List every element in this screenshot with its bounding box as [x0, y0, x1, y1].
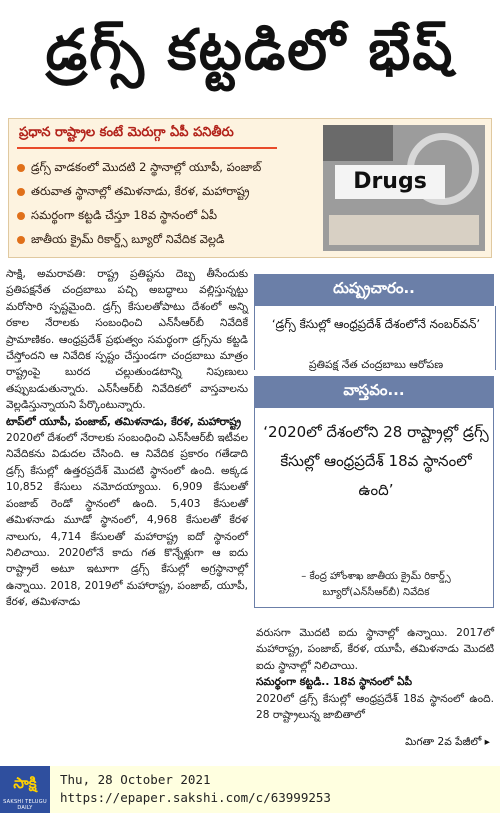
footer-url[interactable]: https://epaper.sakshi.com/c/63999253 — [60, 790, 331, 805]
fact-box-title: వాస్తవం... — [254, 376, 494, 408]
photo-drugs-label: Drugs — [335, 165, 445, 199]
logo-text: సాక్షి — [13, 774, 37, 792]
right-column-text — [256, 625, 494, 723]
bullet-dot-icon — [17, 236, 25, 244]
article-paragraph: 2020లో దేశంలో నేరాలకు సంబంధించి ఎన్‌సీఆర్‌బీ ఇటీవల నివేదికను విడుదల చేసింది. ఆ నివేదిక ప్రకారం గతేడాది డ్రగ్స్ కేసుల్లో ఉత్తరప్రదేశ్ మొదటి స్థానంలో ఉంది. అక్కడ 10,852 కేసులు నమోదయ్యాయి. 6,909 కేసులతో పంజాబ్ రెండో స్థానంలో ఉంది. 5,403 కేసులతో తమిళనాడు మూడో స్థానంలో, 4,968 కేసులతో కేరళ నాలుగు, 4,714 కేసులతో మహారాష్ట్ర ఐదో స్థానంలో నిలిచాయి. 2020లోనే కాదు గత కొన్నేళ్లుగా ఆ ఐదు రాష్ట్రాలే అటూ ఇటూగా డ్రగ్స్ కేసుల్లో అగ్రస్థానాల్లో ఉన్నాయి. 2018, 2019లో మహారాష్ట్ర, పంజాబ్, యూపీ, కేరళ, తమిళనాడు — [6, 432, 248, 609]
summary-bullet: తరువాత స్థానాల్లో తమిళనాడు, కేరళ, మహారాష్ట్ర — [17, 179, 327, 203]
drugs-photo — [323, 125, 485, 251]
photo-pills — [329, 215, 479, 245]
propaganda-attribution: ప్రతిపక్ష నేత చంద్రబాబు ఆరోపణ — [308, 358, 444, 371]
bullet-dot-icon — [17, 164, 25, 172]
bullet-dot-icon — [17, 188, 25, 196]
propaganda-quote: ‘డ్రగ్స్ కేసుల్లో ఆంధ్రప్రదేశ్ దేశంలోనే నంబర్‌వన్’ — [271, 317, 481, 331]
logo-subtext: SAKSHI TELUGU DAILY — [3, 799, 47, 811]
summary-bullets — [17, 155, 327, 251]
article-subhead: సమర్థంగా కట్టడి.. 18వ స్థానంలో ఏపీ — [256, 676, 413, 689]
headline: డ్రగ్స్ కట్టడిలో భేష్ — [45, 18, 455, 83]
summary-bullet: డ్రగ్స్ వాడకంలో మొదటి 2 స్థానాల్లో యూపీ, పంజాబ్ — [17, 155, 327, 179]
footer-bar — [0, 766, 500, 813]
article-paragraph: 2020లో డ్రగ్స్ కేసుల్లో ఆంధ్రప్రదేశ్ 18వ స్థానంలో ఉంది. 28 రాష్ట్రాలున్న జాబితాలో — [256, 692, 494, 722]
summary-bullet: జాతీయ క్రైమ్ రికార్డ్స్ బ్యూరో నివేదిక వెల్లడి — [17, 227, 327, 251]
summary-subheadline: ప్రధాన రాష్ట్రాల కంటే మెరుగ్గా ఏపీ పనితీరు — [19, 125, 234, 140]
fact-attribution: – కేంద్ర హోంశాఖ జాతీయ క్రైమ్ రికార్డ్స్ బ్యూరో(ఎన్‌సీఆర్‌బీ) నివేదిక — [301, 571, 451, 598]
article-subhead: టాప్‌లో యూపీ, పంజాబ్, తమిళనాడు, కేరళ, మహారాష్ట్ర — [6, 415, 242, 428]
photo-paper — [323, 125, 393, 161]
summary-bullet: సమర్థంగా కట్టడి చేస్తూ 18వ స్థానంలో ఏపీ — [17, 203, 327, 227]
continued-on-page: మిగతా 2వ పేజీలో ▸ — [405, 736, 490, 748]
article-body — [6, 266, 248, 611]
article-paragraph: సాక్షి, అమరావతి: రాష్ట్ర ప్రతిష్టను దెబ్బ తీసేందుకు ప్రతిపక్షనేత చంద్రబాబు పచ్చి అబద్ధాలు వల్లిస్తున్నట్టు మరోసారి స్పష్టమైంది. డ్రగ్స్ కేసులతోపాటు దేశంలో అన్ని రకాల నేరాలకు సంబంధించి ఎన్‌సీఆర్‌బీ నివేదికే ప్రామాణికం. ఆంధ్రప్రదేశ్ ప్రభుత్వం సమర్థంగా డ్రగ్స్‌ను కట్టడి చేస్తోందని ఆ నివేదిక స్పష్టం చేస్తుండగా చంద్రబాబు మాత్రం రాష్ట్రంపై బురద చల్లుతుండటాన్ని నిపుణులు తప్పుబడుతున్నారు. ఎన్‌సీఆర్‌బీ నివేదికలో వాస్తవాలను వెల్లడిస్తున్నాయని పేర్కొంటున్నారు. — [6, 268, 248, 412]
footer-date: Thu, 28 October 2021 — [60, 772, 211, 787]
bullet-dot-icon — [17, 212, 25, 220]
summary-panel — [8, 118, 492, 258]
sakshi-logo — [0, 766, 50, 813]
article-paragraph: వరుసగా మొదటి ఐదు స్థానాల్లో ఉన్నాయి. 2017లో మహారాష్ట్ర, పంజాబ్, కేరళ, యూపీ, తమిళనాడు మొదటి ఐదు స్థానాల్లో నిలిచాయి. — [256, 627, 494, 672]
fact-quote: ‘2020లో దేశంలోని 28 రాష్ట్రాల్లో డ్రగ్స్ కేసుల్లో ఆంధ్రప్రదేశ్ 18వ స్థానంలో ఉంది’ — [263, 423, 489, 499]
subheadline-underline — [17, 147, 277, 149]
propaganda-box-title: దుష్ప్రచారం.. — [254, 274, 494, 306]
